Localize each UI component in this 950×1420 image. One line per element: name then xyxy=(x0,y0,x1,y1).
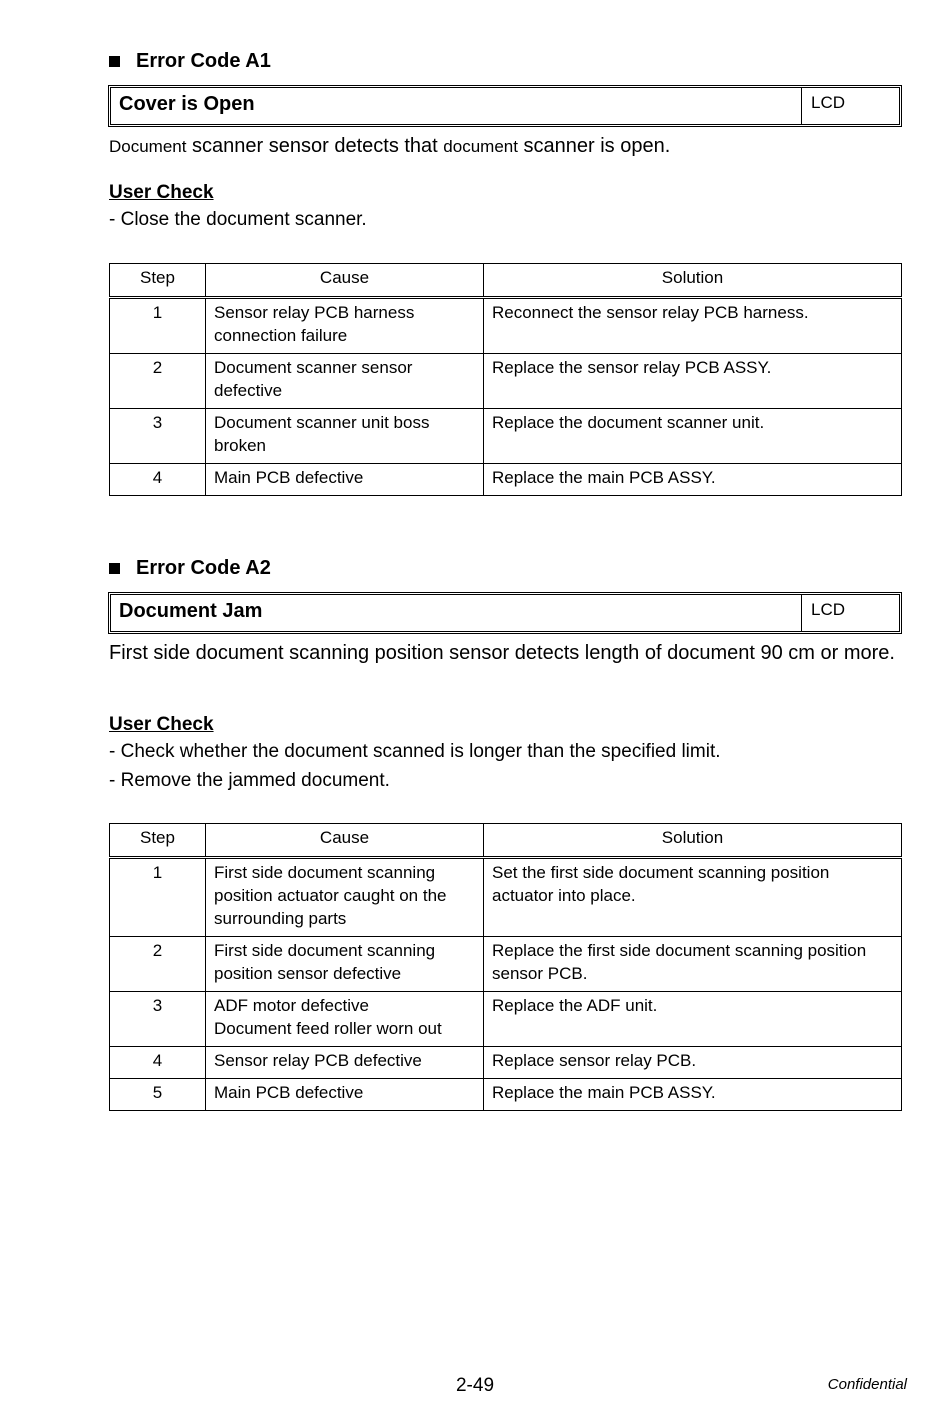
square-bullet-icon xyxy=(109,563,120,574)
table-header-row xyxy=(110,264,902,298)
description-part: document xyxy=(443,137,518,156)
step-cell: 4 xyxy=(110,464,206,496)
error-title-box-a2 xyxy=(108,592,902,634)
section-heading-label: Error Code A1 xyxy=(136,50,271,72)
table-row xyxy=(110,1047,902,1079)
section-heading-a1 xyxy=(109,49,271,73)
step-cell: 3 xyxy=(110,409,206,464)
troubleshooting-table-a1 xyxy=(109,263,902,496)
square-bullet-icon xyxy=(109,56,120,67)
section-heading-a2 xyxy=(109,556,271,580)
header-cause: Cause xyxy=(206,264,484,298)
solution-cell: Replace the main PCB ASSY. xyxy=(484,464,902,496)
table-row xyxy=(110,298,902,354)
cause-cell: Main PCB defective xyxy=(206,464,484,496)
cause-cell: Document scanner sensor defective xyxy=(206,354,484,409)
user-check-item: - Close the document scanner. xyxy=(109,205,367,234)
description-part: scanner is open. xyxy=(517,135,671,157)
solution-cell: Replace the main PCB ASSY. xyxy=(484,1079,902,1111)
step-cell: 3 xyxy=(110,992,206,1047)
error-title: Document Jam xyxy=(119,600,263,622)
solution-cell: Reconnect the sensor relay PCB harness. xyxy=(484,298,902,354)
step-cell: 5 xyxy=(110,1079,206,1111)
table-row xyxy=(110,464,902,496)
cause-cell: ADF motor defective Document feed roller worn out xyxy=(206,992,484,1047)
step-cell: 1 xyxy=(110,858,206,937)
error-description-a1 xyxy=(109,134,901,159)
user-check-item: - Remove the jammed document. xyxy=(109,766,721,795)
table-row xyxy=(110,409,902,464)
error-title: Cover is Open xyxy=(119,93,255,115)
solution-cell: Replace the ADF unit. xyxy=(484,992,902,1047)
step-cell: 2 xyxy=(110,354,206,409)
troubleshooting-table-a2 xyxy=(109,823,902,1111)
error-title-box-a1 xyxy=(108,85,902,127)
user-check-heading-a1: User Check xyxy=(109,182,214,203)
step-cell: 1 xyxy=(110,298,206,354)
cause-cell: Main PCB defective xyxy=(206,1079,484,1111)
cause-cell: Document scanner unit boss broken xyxy=(206,409,484,464)
header-cause: Cause xyxy=(206,824,484,858)
solution-cell: Set the first side document scanning position actuator into place. xyxy=(484,858,902,937)
section-heading-label: Error Code A2 xyxy=(136,557,271,579)
lcd-label: LCD xyxy=(801,595,899,631)
lcd-label: LCD xyxy=(801,88,899,124)
solution-cell: Replace the first side document scanning position sensor PCB. xyxy=(484,937,902,992)
solution-cell: Replace the sensor relay PCB ASSY. xyxy=(484,354,902,409)
solution-cell: Replace the document scanner unit. xyxy=(484,409,902,464)
user-check-list-a1 xyxy=(109,205,367,234)
header-step: Step xyxy=(110,824,206,858)
user-check-list-a2 xyxy=(109,737,721,795)
user-check-heading-a2: User Check xyxy=(109,714,214,735)
table-row xyxy=(110,992,902,1047)
solution-cell: Replace sensor relay PCB. xyxy=(484,1047,902,1079)
step-cell: 4 xyxy=(110,1047,206,1079)
cause-cell: First side document scanning position sensor defective xyxy=(206,937,484,992)
error-description-a2: First side document scanning position sensor detects length of document 90 cm or more. xyxy=(109,642,895,664)
cause-cell: Sensor relay PCB harness connection failure xyxy=(206,298,484,354)
cause-cell: First side document scanning position actuator caught on the surrounding parts xyxy=(206,858,484,937)
page-number: 2-49 xyxy=(455,1375,495,1396)
user-check-item: - Check whether the document scanned is longer than the specified limit. xyxy=(109,737,721,766)
table-row xyxy=(110,937,902,992)
header-solution: Solution xyxy=(484,264,902,298)
cause-cell: Sensor relay PCB defective xyxy=(206,1047,484,1079)
description-part: scanner sensor detects that xyxy=(186,135,444,157)
description-part: Document xyxy=(109,137,187,156)
header-solution: Solution xyxy=(484,824,902,858)
table-row xyxy=(110,858,902,937)
confidential-label: Confidential xyxy=(827,1376,907,1393)
table-header-row xyxy=(110,824,902,858)
table-row xyxy=(110,1079,902,1111)
table-row xyxy=(110,354,902,409)
step-cell: 2 xyxy=(110,937,206,992)
header-step: Step xyxy=(110,264,206,298)
